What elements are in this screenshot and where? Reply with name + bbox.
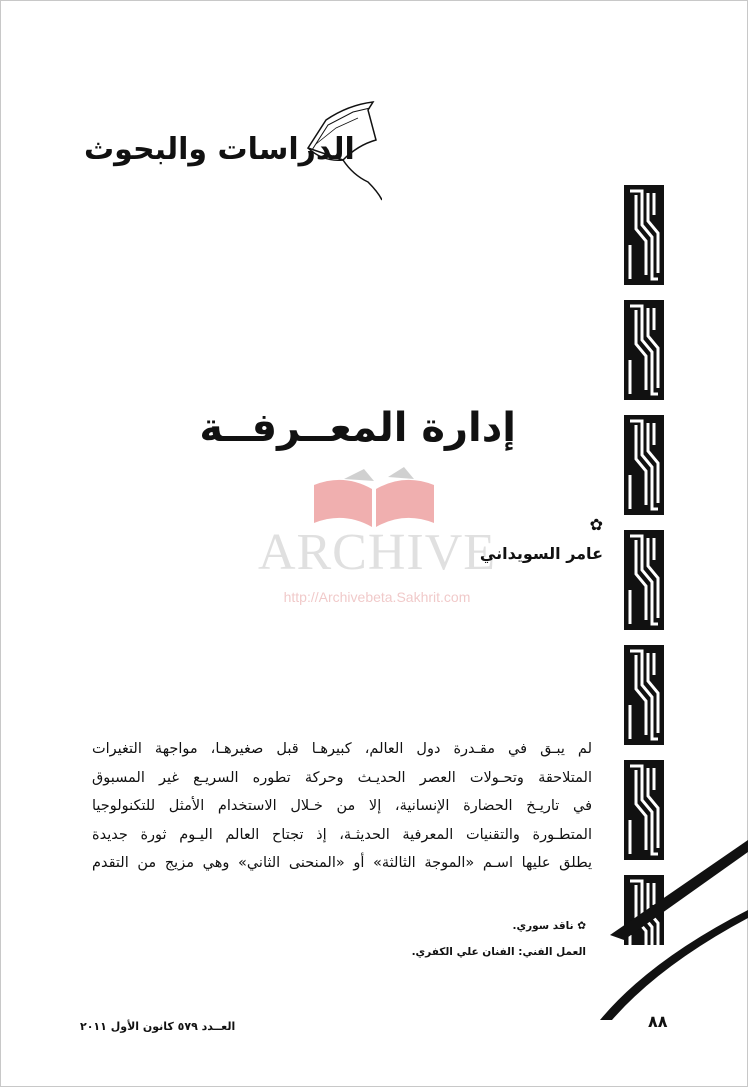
body-line: المتلاحقة وتحـولات العصر الحديـث وحركة تطوره السريـع غير المسبوق <box>92 769 592 786</box>
issue-info: العــدد ٥٧٩ كانون الأول ٢٠١١ <box>80 1020 236 1033</box>
watermark-text: ARCHIVE <box>257 524 497 581</box>
body-line: يطلق عليها اسـم «الموجة الثالثة» أو «المنحنى الثاني» وهي مزيج من التقدم <box>92 855 592 871</box>
section-title: الدراسات والبحوث <box>84 132 355 167</box>
footnotes <box>412 920 586 958</box>
watermark-url: http://Archivebeta.Sakhrit.com <box>283 589 471 605</box>
art-credit-footnote: العمل الفني: الفنان علي الكفري. <box>411 946 586 958</box>
article-body <box>92 735 592 878</box>
article-title: إدارة المعــرفــة <box>199 405 516 451</box>
decorative-diagonal-slash <box>590 840 748 1020</box>
author-block <box>480 515 603 563</box>
author-footnote: ✿ ناقد سوري. <box>512 920 586 932</box>
author-name: عامر السويداني <box>479 544 603 563</box>
archive-watermark <box>232 465 522 615</box>
body-line: في تاريـخ الحضارة الإنسانية، إلا من خـلال الاستخدام الأمثل للتكنولوجيا <box>92 798 592 814</box>
page-number: ٨٨ <box>648 1012 668 1031</box>
author-marker: ✿ <box>589 515 603 534</box>
body-line: لم يبـق في مقـدرة دول العالم، كبيرهـا قبل صغيرهـا، مواجهة التغيرات <box>92 741 592 757</box>
body-line: المتطـورة والتقنيات المعرفية الحديثـة، إذ تجتاح العالم اليـوم ثورة جديدة <box>92 826 592 843</box>
watermark-book-logo <box>304 467 444 529</box>
decorative-ornament-column <box>622 185 666 945</box>
